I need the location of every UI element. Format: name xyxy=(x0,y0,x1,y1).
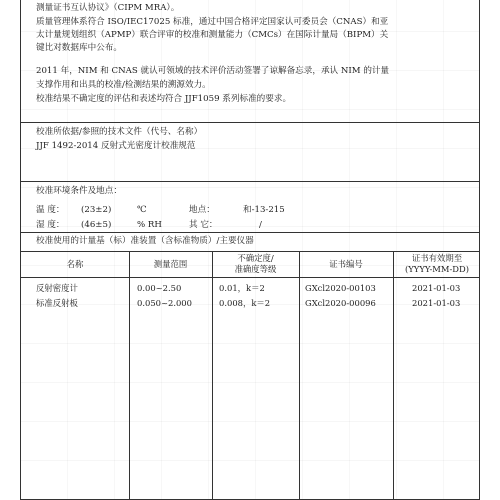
table-cell-range: 0.00~2.50 xyxy=(137,283,182,293)
intro-line-5: 2011 年，NIM 和 CNAS 就认可领域的技术评价活动签署了谅解备忘录，承认 NIM 的计量 xyxy=(36,66,390,76)
humidity-label: 湿 度： xyxy=(36,220,65,230)
temperature-label: 温 度： xyxy=(36,205,65,215)
column-header-valid-2: (YYYY-MM-DD) xyxy=(405,264,469,274)
standards-heading: 校准使用的计量基（标）准装置（含标准物质）/主要仪器 xyxy=(36,236,254,246)
table-cell-range: 0.050~2.000 xyxy=(137,298,192,308)
column-header-valid-1: 证书有效期至 xyxy=(411,253,463,263)
intro-line-4: 键比对数据库中公布。 xyxy=(36,43,122,53)
table-header-border xyxy=(21,277,479,278)
table-column-divider xyxy=(129,251,130,500)
table-cell-valid: 2021-01-03 xyxy=(412,298,461,308)
table-column-divider xyxy=(299,251,300,500)
certificate-page xyxy=(20,0,480,500)
table-cell-valid: 2021-01-03 xyxy=(412,283,461,293)
table-cell-certificate: GXcl2020-00096 xyxy=(305,298,376,308)
intro-line-7: 校准结果不确定度的评估和表述均符合 JJF1059 系列标准的要求。 xyxy=(36,94,292,104)
column-header-certificate: 证书编号 xyxy=(329,259,363,269)
column-header-uncertainty-2: 准确度等级 xyxy=(234,264,277,274)
table-cell-certificate: GXcl2020-00103 xyxy=(305,283,376,293)
table-cell-uncertainty: 0.008，k＝2 xyxy=(219,298,271,308)
column-header-range: 测量范围 xyxy=(153,259,188,269)
table-cell-name: 反射密度计 xyxy=(36,283,78,293)
table-column-divider xyxy=(212,251,213,500)
table-cell-uncertainty: 0.01，k＝2 xyxy=(219,283,265,293)
location-value: 和-13-215 xyxy=(243,205,285,215)
basis-document: JJF 1492-2014 反射式光密度计校准规范 xyxy=(36,141,196,151)
environment-heading: 校准环境条件及地点： xyxy=(36,186,122,196)
temperature-value: (23±2) xyxy=(81,205,112,215)
humidity-value: (46±5) xyxy=(81,220,112,230)
divider xyxy=(21,181,479,182)
location-label: 地点： xyxy=(189,205,215,215)
intro-line-3: 太计量规划组织（APMP）联合评审的校准和测量能力（CMCs）在国际计量局（BIPM）关 xyxy=(36,30,389,40)
divider xyxy=(21,232,479,233)
column-header-name: 名称 xyxy=(66,259,84,269)
table-cell-name: 标准反射板 xyxy=(36,298,78,308)
table-column-divider xyxy=(393,251,394,500)
intro-line-2: 质量管理体系符合 ISO/IEC17025 标准，通过中国合格评定国家认可委员会（CNAS）和亚 xyxy=(36,17,389,27)
temperature-unit: ℃ xyxy=(137,205,147,215)
table-top-border xyxy=(21,251,479,252)
humidity-unit: % RH xyxy=(137,220,162,230)
other-value: / xyxy=(259,220,262,230)
intro-line-1: 测量证书互认协议》（CIPM MRA）。 xyxy=(36,3,180,13)
divider xyxy=(21,122,479,123)
column-header-uncertainty-1: 不确定度/ xyxy=(237,253,274,263)
intro-line-6: 支撑作用和出具的校准/检测结果的溯源效力。 xyxy=(36,80,211,90)
basis-heading: 校准所依据/参照的技术文件（代号、名称） xyxy=(36,127,203,137)
other-label: 其 它： xyxy=(189,220,218,230)
